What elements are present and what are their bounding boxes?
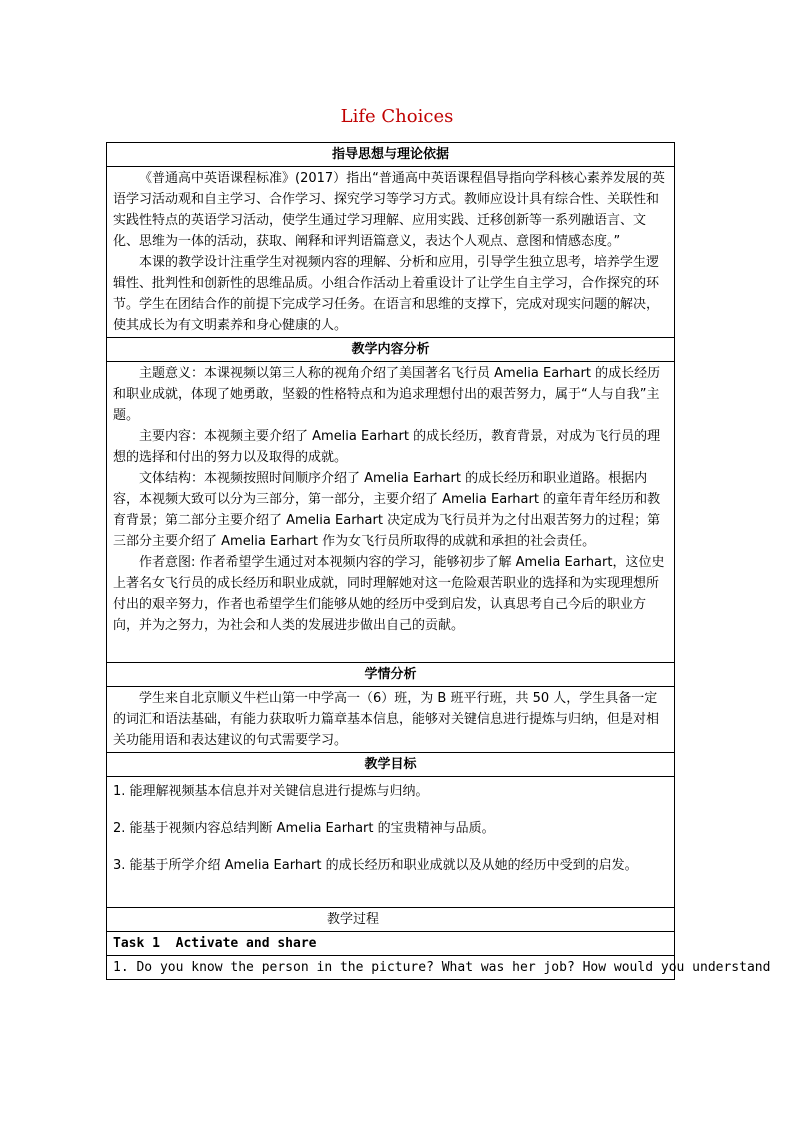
guiding-body-row <box>107 167 675 338</box>
learners-paragraph: 学生来自北京顺义牛栏山第一中学高一（6）班，为 B 班平行班，共 50 人，学生具备一定的词汇和语法基础，有能力获取听力篇章基本信息，能够对关键信息进行提炼与归纳，但是对相关功能用语和表达建议的句式需要学习。 <box>113 691 660 748</box>
document-title: Life Choices <box>340 106 454 127</box>
content-paragraph-intent: 作者意图: 作者希望学生通过对本视频内容的学习，能够初步了解 Amelia Earhart，这位史上著名女飞行员的成长经历和职业成就，同时理解她对这一危险艰苦职业的选择和为实现理想所付出的艰辛努力，作者也希望学生们能够从她的经历中受到启发，认真思考自己今后的职业方向，并为之努力，为社会和人类的发展进步做出自己的贡献。 <box>113 555 665 633</box>
objective-item-2: 2. 能基于视频内容总结判断 Amelia Earhart 的宝贵精神与品质。 <box>113 821 495 836</box>
guiding-paragraph-2: 本课的教学设计注重学生对视频内容的理解、分析和应用，引导学生独立思考，培养学生逻辑性、批判性和创新性的思维品质。小组合作活动上着重设计了让学生自主学习，合作探究的环节。学生在团结合作的前提下完成学习任务。在语言和思维的支撑下，完成对现实问题的解决，使其成长为有文明素养和身心健康的人。 <box>113 255 660 333</box>
content-paragraph-structure: 文体结构：本视频按照时间顺序介绍了 Amelia Earhart 的成长经历和职业道路。根据内容，本视频大致可以分为三部分，第一部分，主要介绍了 Amelia Earhart 的童年青年经历和教育背景；第二部分主要介绍了 Amelia Earhart 决定成为飞行员并为之付出艰苦努力的过程；第三部分主要介绍了 Amelia Earhart 作为女飞行员所取得的成就和承担的社会责任。 <box>113 471 661 549</box>
learners-body <box>107 687 675 753</box>
learners-body-row <box>107 687 675 753</box>
guiding-paragraph-1: 《普通高中英语课程标准》(2017）指出“普通高中英语课程倡导指向学科核心素养发展的英语学习活动观和自主学习、合作学习、探究学习等学习方式。教师应设计具有综合性、关联性和实践性特点的英语学习活动，使学生通过学习理解、应用实践、迁移创新等一系列融语言、文化、思维为一体的活动，获取、阐释和评判语篇意义，表达个人观点、意图和情感态度。” <box>113 171 665 249</box>
lesson-plan-table <box>106 142 771 980</box>
task-title-row <box>107 932 675 956</box>
content-heading-row <box>107 338 675 362</box>
objectives-heading-row <box>107 753 675 777</box>
task-question: 1. Do you know the person in the picture? What was her job? How would you understand <box>107 956 675 980</box>
objective-item-1: 1. 能理解视频基本信息并对关键信息进行提炼与归纳。 <box>113 784 429 799</box>
objective-item-3: 3. 能基于所学介绍 Amelia Earhart 的成长经历和职业成就以及从她的经历中受到的启发。 <box>113 858 638 873</box>
process-heading-row <box>107 908 675 932</box>
objectives-body <box>107 777 675 908</box>
objectives-heading: 教学目标 <box>107 753 675 777</box>
objectives-body-row <box>107 777 675 908</box>
content-body <box>107 362 675 663</box>
guiding-heading: 指导思想与理论依据 <box>107 143 675 167</box>
process-heading: 教学过程 <box>107 908 675 932</box>
guiding-body <box>107 167 675 338</box>
content-paragraph-main: 主要内容：本视频主要介绍了 Amelia Earhart 的成长经历，教育背景，对成为飞行员的理想的选择和付出的努力以及取得的成就。 <box>113 429 661 465</box>
task-question-row <box>107 956 675 980</box>
learners-heading: 学情分析 <box>107 663 675 687</box>
content-paragraph-theme: 主题意义：本课视频以第三人称的视角介绍了美国著名飞行员 Amelia Earhart 的成长经历和职业成就，体现了她勇敢，坚毅的性格特点和为追求理想付出的艰苦努力，属于“人与自我”主题。 <box>113 366 661 423</box>
task-title: Task 1 Activate and share <box>107 932 675 956</box>
content-heading: 教学内容分析 <box>107 338 675 362</box>
learners-heading-row <box>107 663 675 687</box>
content-body-row <box>107 362 675 663</box>
guiding-heading-row <box>107 143 675 167</box>
